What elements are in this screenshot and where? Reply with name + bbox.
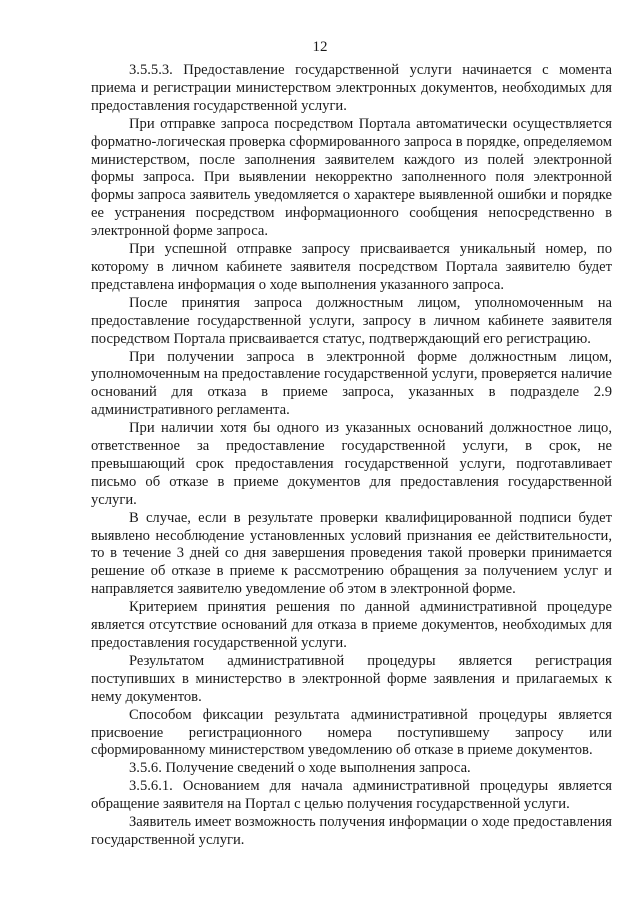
paragraph-format-check: При отправке запроса посредством Портала автоматически осуществляется форматно-логическая проверка сформированного запроса в порядке, определяемом министерством, после заполнения заявителем каждого из полей электронной формы запроса. При выявлении некорректно заполненного поля электронной формы запроса заявитель уведомляется о характере выявленной ошибки и порядке ее устранения посредством информационного сообщения непосредственно в электронной форме запроса.: [91, 115, 612, 240]
page-number: 12: [312, 39, 328, 55]
paragraph-3-5-5-3: 3.5.5.3. Предоставление государственной услуги начинается с момента приема и регистрации министерством электронных документов, необходимых для предоставления государственной услуги.: [91, 62, 612, 114]
document-body: [91, 62, 612, 850]
paragraph-decision-criterion: Критерием принятия решения по данной административной процедуре является отсутствие оснований для отказа в приеме документов, необходимых для предоставления государственной услуги.: [91, 599, 612, 651]
paragraph-refusal-letter: При наличии хотя бы одного из указанных оснований должностное лицо, ответственное за предоставление государственной услуги, в срок, не превышающий срок предоставления государственной услуги, подготавливает письмо об отказе в приеме документов для предоставления государственной услуги.: [91, 420, 612, 508]
paragraph-3-5-6: 3.5.6. Получение сведений о ходе выполнения запроса.: [129, 760, 471, 777]
paragraph-3-5-6-1: 3.5.6.1. Основанием для начала административной процедуры является обращение заявителя на Портал с целью получения государственной услуги.: [91, 778, 612, 813]
paragraph-grounds-check: При получении запроса в электронной форме должностным лицом, уполномоченным на предоставление государственной услуги, проверяется наличие оснований для отказа в приеме запроса, указанных в подразделе 2.9 административного регламента.: [91, 348, 612, 419]
paragraph-result-fixation: Способом фиксации результата административной процедуры является присвоение регистрационного номера поступившему запросу или сформированному министерством уведомлению об отказе в приеме документов.: [91, 706, 612, 759]
paragraph-status-assignment: После принятия запроса должностным лицом, уполномоченным на предоставление государственной услуги, запросу в личном кабинете заявителя посредством Портала присваивается статус, подтверждающий его регистрацию.: [91, 294, 612, 347]
paragraph-procedure-result: Результатом административной процедуры является регистрация поступивших в министерство в электронной форме заявления и прилагаемых к нему документов.: [91, 652, 612, 705]
paragraph-unique-number: При успешной отправке запросу присваивается уникальный номер, по которому в личном кабинете заявителя посредством Портала заявителю будет представлена информация о ходе выполнения указанного запроса.: [91, 241, 612, 293]
paragraph-signature-check: В случае, если в результате проверки квалифицированной подписи будет выявлено несоблюдение установленных условий признания ее действительности, то в течение 3 дней со дня завершения проведения такой проверки принимается решение об отказе в приеме к рассмотрению обращения за получением услуг и направляется заявителю уведомление об этом в электронной форме.: [91, 509, 612, 598]
paragraph-applicant-info: Заявитель имеет возможность получения информации о ходе предоставления государственной услуги.: [91, 814, 612, 848]
